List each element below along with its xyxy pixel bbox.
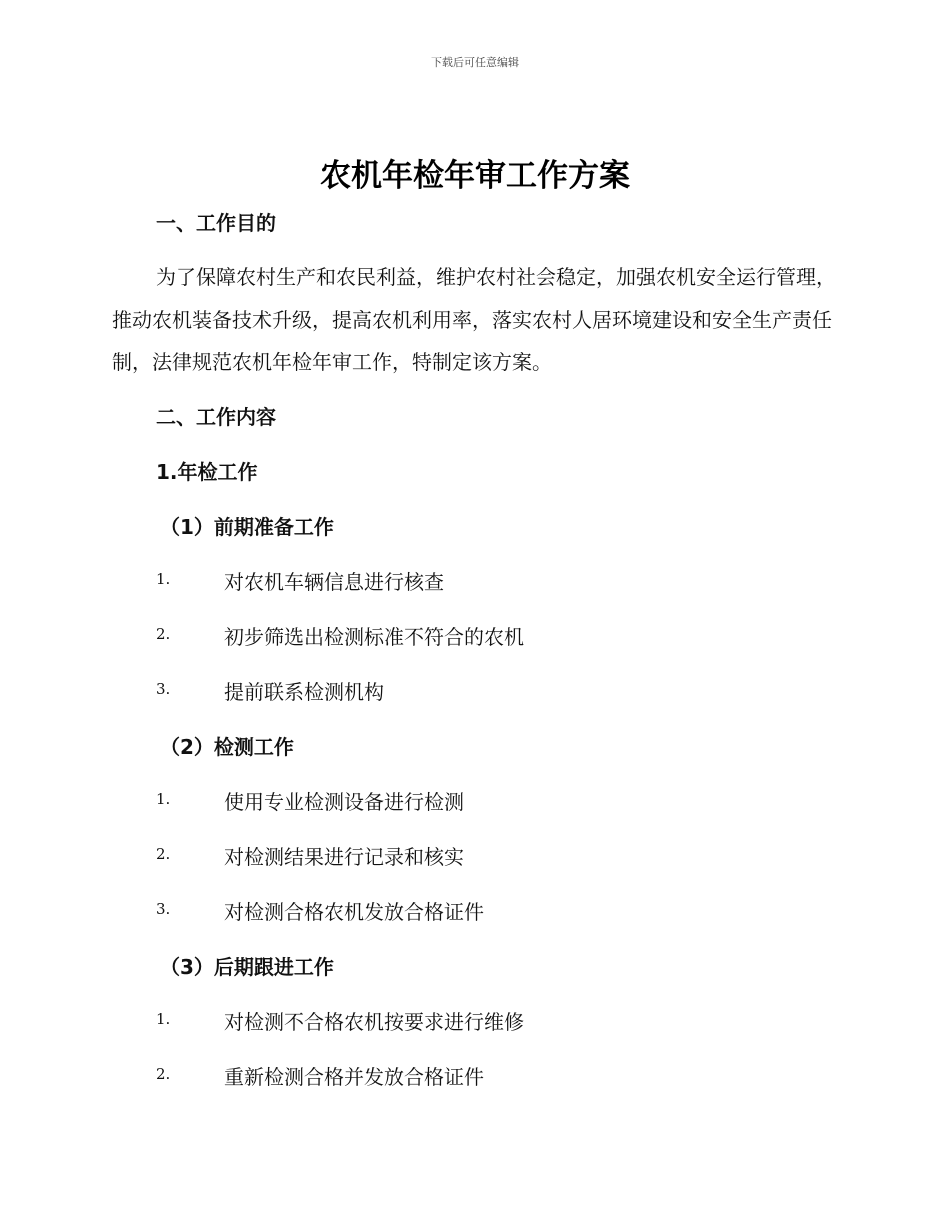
list-text: 初步筛选出检测标准不符合的农机 xyxy=(224,625,524,649)
list-item xyxy=(156,1006,856,1036)
group-heading-inspection: （2）检测工作 xyxy=(160,735,294,759)
list-number: 1. xyxy=(156,1010,171,1028)
list-text: 对检测合格农机发放合格证件 xyxy=(224,900,484,924)
list-item xyxy=(156,676,856,706)
subheading-annual-inspection: 1.年检工作 xyxy=(156,460,258,484)
list-text: 提前联系检测机构 xyxy=(224,680,384,704)
list-text: 对检测不合格农机按要求进行维修 xyxy=(224,1010,524,1034)
list-text: 使用专业检测设备进行检测 xyxy=(224,790,464,814)
list-item xyxy=(156,1061,856,1091)
list-number: 2. xyxy=(156,845,171,863)
purpose-paragraph: 为了保障农村生产和农民利益，维护农村社会稳定，加强农机安全运行管理，推动农机装备技术升级，提高农机利用率，落实农村人居环境建设和安全生产责任制，法律规范农机年检年审工作，特制定该方案。 xyxy=(112,265,836,374)
document-title: 农机年检年审工作方案 xyxy=(320,158,630,194)
list-item xyxy=(156,841,856,871)
header-note: 下载后可任意编辑 xyxy=(431,56,519,69)
list-number: 3. xyxy=(156,680,171,698)
list-item xyxy=(156,786,856,816)
list-item xyxy=(156,566,856,596)
list-number: 3. xyxy=(156,900,171,918)
group-heading-preparation: （1）前期准备工作 xyxy=(160,515,334,539)
list-text: 对农机车辆信息进行核查 xyxy=(224,570,444,594)
list-number: 2. xyxy=(156,1065,171,1083)
list-number: 2. xyxy=(156,625,171,643)
list-item xyxy=(156,896,856,926)
list-number: 1. xyxy=(156,570,171,588)
section-heading-content: 二、工作内容 xyxy=(156,405,276,429)
list-text: 对检测结果进行记录和核实 xyxy=(224,845,464,869)
section-heading-purpose: 一、工作目的 xyxy=(156,211,276,235)
list-number: 1. xyxy=(156,790,171,808)
list-text: 重新检测合格并发放合格证件 xyxy=(224,1065,484,1089)
list-item xyxy=(156,621,856,651)
group-heading-follow-up: （3）后期跟进工作 xyxy=(160,955,334,979)
